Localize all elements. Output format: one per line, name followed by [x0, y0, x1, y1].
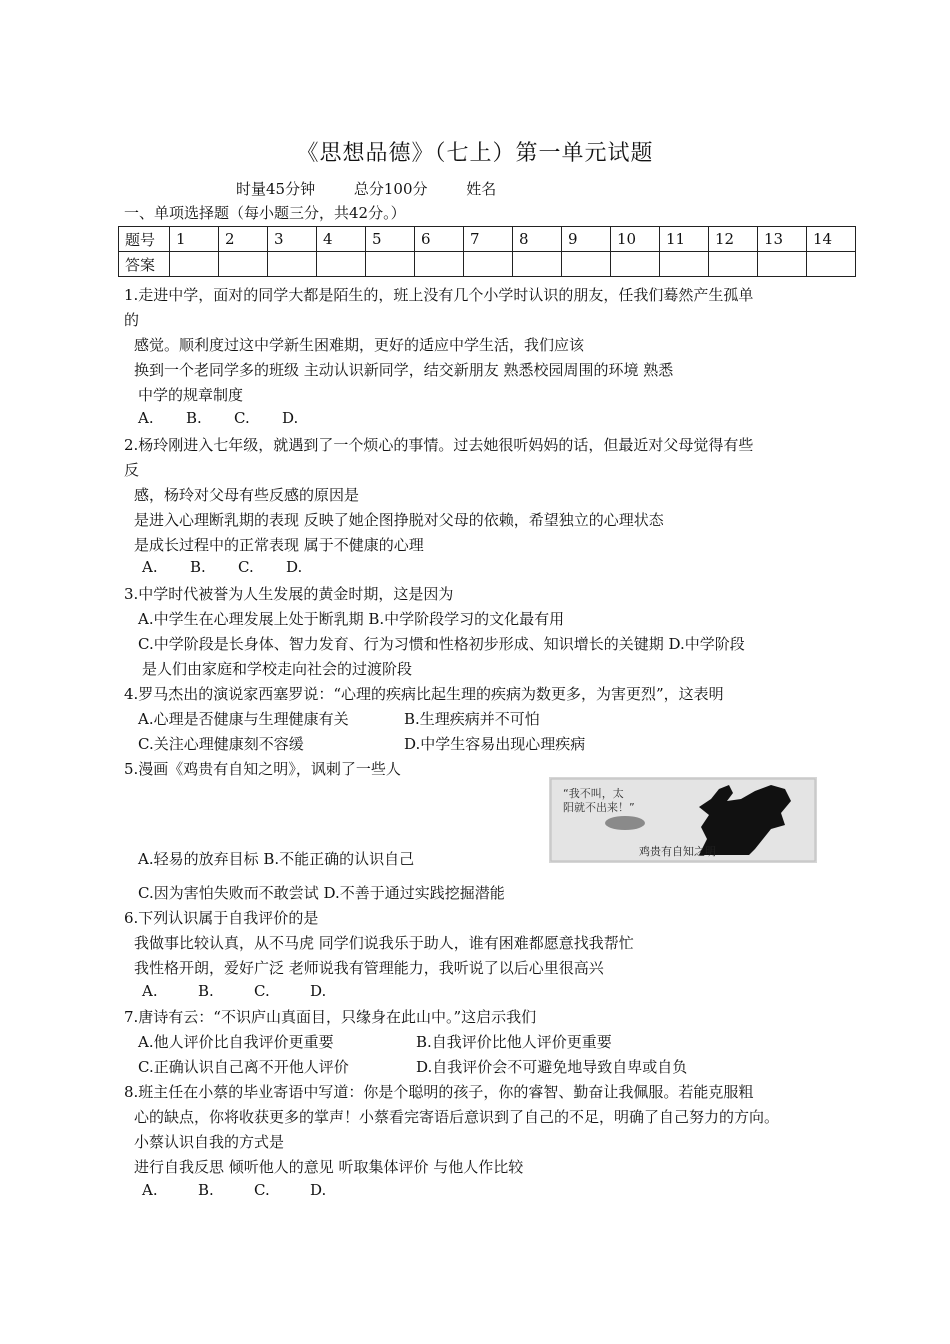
q6-choices-line: 我做事比较认真，从不马虎 同学们说我乐于助人，谁有困难都愿意找我帮忙	[134, 934, 634, 952]
q6-choices-line: 我性格开朗，爱好广泛 老师说我有管理能力，我听说了以后心里很高兴	[134, 959, 604, 977]
option-a[interactable]: A.	[142, 558, 158, 576]
q8-stem-line: 8.班主任在小蔡的毕业寄语中写道：你是个聪明的孩子，你的睿智、勤奋让我佩服。若能克服粗	[124, 1083, 754, 1101]
q3-stem-line: 3.中学时代被誉为人生发展的黄金时期，这是因为	[124, 585, 454, 603]
option-c[interactable]: C.	[234, 409, 250, 427]
sun-shape	[605, 816, 645, 830]
option-c[interactable]: C.	[254, 1181, 270, 1199]
option-b[interactable]: B.	[198, 982, 214, 1000]
option-b[interactable]: B.	[186, 409, 202, 427]
q4-option-a[interactable]: A.心理是否健康与生理健康有关	[138, 710, 349, 728]
exam-score: 总分100分	[353, 180, 428, 198]
q8-options	[142, 1181, 366, 1199]
answer-cell[interactable]	[758, 252, 807, 277]
answer-cell[interactable]	[660, 252, 709, 277]
q5-choices-line: C.因为害怕失败而不敢尝试 D.不善于通过实践挖掘潜能	[138, 884, 505, 902]
exam-meta	[236, 178, 530, 199]
answer-cell[interactable]	[170, 252, 219, 277]
cartoon-caption: 鸡贵有自知之明	[639, 845, 716, 858]
answer-cell[interactable]	[219, 252, 268, 277]
q3-choices-line: A.中学生在心理发展上处于断乳期 B.中学阶段学习的文化最有用	[138, 610, 565, 628]
q7-option-c[interactable]: C.正确认识自己离不开他人评价	[138, 1058, 349, 1076]
option-b[interactable]: B.	[190, 558, 206, 576]
q4-option-c[interactable]: C.关注心理健康刻不容缓	[138, 735, 304, 753]
q3-choices-line: 是人们由家庭和学校走向社会的过渡阶段	[142, 660, 413, 678]
answer-table	[118, 226, 856, 277]
answer-cell[interactable]	[464, 252, 513, 277]
answer-cell[interactable]	[513, 252, 562, 277]
q8-stem-line: 心的缺点，你将收获更多的掌声！小蔡看完寄语后意识到了自己的不足，明确了自己努力的方向。	[134, 1108, 780, 1126]
answer-table-number-row	[119, 227, 856, 252]
answer-cell[interactable]	[317, 252, 366, 277]
option-d[interactable]: D.	[286, 558, 303, 576]
q5-choices-line: A.轻易的放弃目标 B.不能正确的认识自己	[138, 850, 415, 868]
q1-stem-line: 1.走进中学，面对的同学大都是陌生的，班上没有几个小学时认识的朋友，任我们蓦然产生孤单	[124, 286, 754, 304]
answer-row-label: 答案	[119, 252, 170, 277]
q3-choices-line: C.中学阶段是长身体、智力发育、行为习惯和性格初步形成、知识增长的关键期 D.中学阶段	[138, 635, 745, 653]
q1-stem-line: 的	[124, 311, 140, 329]
exam-time: 时量45分钟	[236, 180, 316, 198]
answer-table-answer-row	[119, 252, 856, 277]
rooster-cartoon-drawing	[549, 777, 817, 863]
question-number-cell: 1	[170, 227, 219, 252]
question-number-cell: 13	[758, 227, 807, 252]
q4-option-d[interactable]: D.中学生容易出现心理疾病	[404, 735, 586, 753]
section-heading: 一、单项选择题（每小题三分，共42分。）	[124, 204, 406, 222]
option-a[interactable]: A.	[138, 409, 154, 427]
option-d[interactable]: D.	[282, 409, 299, 427]
q4-option-b[interactable]: B.生理疾病并不可怕	[404, 710, 540, 728]
q2-options	[142, 558, 334, 576]
answer-cell[interactable]	[709, 252, 758, 277]
q8-choices-line: 进行自我反思 倾听他人的意见 听取集体评价 与他人作比较	[134, 1158, 524, 1176]
q2-choices-line: 是进入心理断乳期的表现 反映了她企图挣脱对父母的依赖，希望独立的心理状态	[134, 511, 664, 529]
q2-stem-line: 反	[124, 461, 140, 479]
question-number-cell: 7	[464, 227, 513, 252]
option-c[interactable]: C.	[238, 558, 254, 576]
q2-choices-line: 是成长过程中的正常表现 属于不健康的心理	[134, 536, 424, 554]
q7-option-b[interactable]: B.自我评价比他人评价更重要	[416, 1033, 612, 1051]
option-b[interactable]: B.	[198, 1181, 214, 1199]
number-row-label: 题号	[119, 227, 170, 252]
question-number-cell: 5	[366, 227, 415, 252]
option-c[interactable]: C.	[254, 982, 270, 1000]
q7-stem-line: 7.唐诗有云：“不识庐山真面目，只缘身在此山中。”这启示我们	[124, 1008, 537, 1026]
q2-stem-line: 2.杨玲刚进入七年级，就遇到了一个烦心的事情。过去她很听妈妈的话，但最近对父母觉得有些	[124, 436, 754, 454]
answer-cell[interactable]	[807, 252, 856, 277]
option-d[interactable]: D.	[310, 982, 327, 1000]
question-number-cell: 11	[660, 227, 709, 252]
q5-stem-line: 5.漫画《鸡贵有自知之明》，讽刺了一些人	[124, 760, 401, 778]
cartoon-speech-line: 阳就不出来！”	[563, 801, 635, 814]
answer-cell[interactable]	[268, 252, 317, 277]
rooster-cartoon-image	[549, 777, 817, 863]
q8-stem-line: 小蔡认识自我的方式是	[134, 1133, 285, 1151]
option-d[interactable]: D.	[310, 1181, 327, 1199]
answer-cell[interactable]	[366, 252, 415, 277]
question-number-cell: 6	[415, 227, 464, 252]
answer-cell[interactable]	[611, 252, 660, 277]
option-a[interactable]: A.	[142, 982, 158, 1000]
q7-option-a[interactable]: A.他人评价比自我评价更重要	[138, 1033, 334, 1051]
q1-stem-line: 感觉。顺利度过这中学新生困难期，更好的适应中学生活，我们应该	[134, 336, 585, 354]
option-a[interactable]: A.	[142, 1181, 158, 1199]
page-title: 《思想品德》（七上）第一单元试题	[296, 141, 654, 166]
question-number-cell: 9	[562, 227, 611, 252]
q1-options	[138, 409, 330, 427]
question-number-cell: 3	[268, 227, 317, 252]
q4-stem-line: 4.罗马杰出的演说家西塞罗说：“心理的疾病比起生理的疾病为数更多，为害更烈”，这表明	[124, 685, 724, 703]
q1-choices-line: 换到一个老同学多的班级 主动认识新同学，结交新朋友 熟悉校园周围的环境 熟悉	[134, 361, 674, 379]
cartoon-speech-line: “我不叫，太	[563, 787, 624, 800]
q6-stem-line: 6.下列认识属于自我评价的是	[124, 909, 319, 927]
question-number-cell: 4	[317, 227, 366, 252]
student-name-label: 姓名	[466, 180, 497, 198]
answer-cell[interactable]	[415, 252, 464, 277]
q6-options	[142, 982, 366, 1000]
question-number-cell: 8	[513, 227, 562, 252]
question-number-cell: 12	[709, 227, 758, 252]
question-number-cell: 2	[219, 227, 268, 252]
q1-choices-line: 中学的规章制度	[138, 386, 244, 404]
answer-cell[interactable]	[562, 252, 611, 277]
question-number-cell: 10	[611, 227, 660, 252]
q2-stem-line: 感，杨玲对父母有些反感的原因是	[134, 486, 360, 504]
q7-option-d[interactable]: D.自我评价会不可避免地导致自卑或自负	[416, 1058, 688, 1076]
question-number-cell: 14	[807, 227, 856, 252]
